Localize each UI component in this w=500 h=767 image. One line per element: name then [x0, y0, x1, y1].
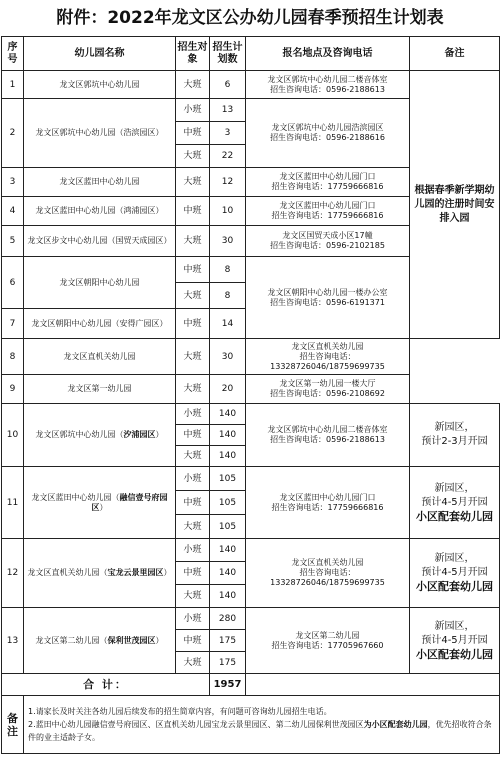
row-grade: 小班 [176, 404, 210, 425]
row-contact [246, 197, 410, 226]
row-grade: 中班 [176, 257, 210, 283]
row-grade: 大班 [176, 446, 210, 467]
contact-address: 龙文区蓝田中心幼儿园门口 [279, 492, 376, 502]
table-header-row [2, 37, 500, 71]
row-contact [246, 404, 410, 467]
row-kindergarten-name: 龙文区郭坑中心幼儿园（浩滨园区） [24, 99, 176, 168]
row-seq: 1 [2, 71, 24, 99]
row-grade: 大班 [176, 375, 210, 404]
contact-address: 龙文区直机关幼儿园 [291, 558, 364, 567]
header-plan: 招生计划数 [210, 37, 246, 71]
row-grade: 大班 [176, 226, 210, 257]
row-grade: 小班 [176, 539, 210, 562]
row-plan: 105 [210, 491, 246, 515]
row-plan: 30 [210, 226, 246, 257]
total-row [2, 674, 500, 696]
row-seq: 12 [2, 539, 24, 608]
contact-address: 龙文区郭坑中心幼儿园二楼音体室 [267, 425, 388, 434]
page-title: 附件：2022年龙文区公办幼儿园春季预招生计划表 [56, 8, 444, 28]
row-seq: 6 [2, 257, 24, 309]
row-plan: 12 [210, 168, 246, 197]
row-kindergarten-name: 龙文区郭坑中心幼儿园 [24, 71, 176, 99]
contact-phone: 招生咨询电话：17759666816 [271, 211, 384, 220]
row-seq: 2 [2, 99, 24, 168]
header-addr: 报名地点及咨询电话 [246, 37, 410, 71]
row-grade: 中班 [176, 630, 210, 652]
contact-phone: 招生咨询电话：0596-2102185 [270, 241, 385, 250]
contact-address: 龙文区直机关幼儿园 [291, 341, 364, 351]
row-contact [246, 99, 410, 168]
row-grade: 大班 [176, 168, 210, 197]
row-grade: 大班 [176, 515, 210, 539]
row-plan: 140 [210, 585, 246, 608]
row-remark: 新园区， 预计4-5月开园 小区配套幼儿园 [410, 467, 500, 539]
row-grade: 中班 [176, 197, 210, 226]
row-plan: 105 [210, 467, 246, 491]
row-kindergarten-name: 龙文区步文中心幼儿园（国贸天成园区） [24, 226, 176, 257]
contact-address: 龙文区蓝田中心幼儿园门口 [279, 201, 376, 210]
contact-phone-numbers: 13328726046/18759699735 [270, 361, 385, 371]
row-contact [246, 375, 410, 404]
row-grade: 中班 [176, 491, 210, 515]
row-plan: 14 [210, 309, 246, 339]
row-contact [246, 608, 410, 674]
row-seq: 3 [2, 168, 24, 197]
row-kindergarten-name: 龙文区朝阳中心幼儿园 [24, 257, 176, 309]
contact-address: 龙文区第一幼儿园一楼大厅 [279, 379, 376, 388]
row-kindergarten-name: 龙文区直机关幼儿园（宝龙云景里园区） [24, 539, 176, 608]
row-remark: 新园区， 预计4-5月开园 小区配套幼儿园 [410, 608, 500, 674]
contact-phone: 招生咨询电话：0596-2108692 [270, 389, 385, 398]
row-seq: 4 [2, 197, 24, 226]
row-grade: 大班 [176, 71, 210, 99]
contact-phone: 招生咨询电话：0596-2188616 [270, 133, 385, 142]
row-seq: 5 [2, 226, 24, 257]
row-plan: 8 [210, 257, 246, 283]
row-contact [246, 257, 410, 339]
row-grade: 大班 [176, 652, 210, 674]
table-row [2, 375, 500, 404]
row-grade: 大班 [176, 283, 210, 309]
row-contact [246, 539, 410, 608]
table-row [2, 71, 500, 99]
row-kindergarten-name: 龙文区第一幼儿园 [24, 375, 176, 404]
row-grade: 中班 [176, 122, 210, 145]
contact-phone: 招生咨询电话： [299, 351, 356, 361]
table-row [2, 404, 500, 425]
contact-phone: 招生咨询电话：17759666816 [271, 502, 384, 512]
row-plan: 280 [210, 608, 246, 630]
row-grade: 大班 [176, 145, 210, 168]
enrollment-table [1, 36, 500, 754]
contact-phone: 招生咨询电话：17759666816 [271, 182, 384, 191]
table-row [2, 467, 500, 491]
row-grade: 小班 [176, 467, 210, 491]
row-seq: 13 [2, 608, 24, 674]
row-kindergarten-name: 龙文区蓝田中心幼儿园（鸿浦园区） [24, 197, 176, 226]
header-seq: 序号 [2, 37, 24, 71]
row-plan: 105 [210, 515, 246, 539]
row-remark: 新园区， 预计4-5月开园 小区配套幼儿园 [410, 539, 500, 608]
row-plan: 6 [210, 71, 246, 99]
note-line-1: 1.请家长及时关注各幼儿园后续发布的招生简章内容，有问题可咨询幼儿园招生电话。 [28, 707, 332, 716]
contact-address: 龙文区蓝田中心幼儿园门口 [279, 172, 376, 181]
row-seq: 9 [2, 375, 24, 404]
row-plan: 3 [210, 122, 246, 145]
contact-address: 龙文区国贸天成小区17幢 [282, 231, 373, 240]
row-plan: 30 [210, 339, 246, 375]
contact-address: 龙文区第二幼儿园 [295, 630, 360, 640]
contact-phone: 招生咨询电话： [299, 568, 356, 577]
total-empty [246, 674, 500, 696]
note-line-2: 2.蓝田中心幼儿园融信壹号府园区、区直机关幼儿园宝龙云景里园区、第二幼儿园保利世茂园区为小区配套幼儿园，优先招收符合条件的业主适龄子女。 [28, 720, 492, 742]
contact-address: 龙文区郭坑中心幼儿园二楼音体室 [267, 74, 388, 84]
row-grade: 中班 [176, 562, 210, 585]
shared-remark: 根据春季新学期幼儿园的注册时间安排入园 [410, 71, 500, 339]
header-name: 幼儿园名称 [24, 37, 176, 71]
table-row [2, 339, 500, 375]
row-seq: 11 [2, 467, 24, 539]
row-remark: 新园区， 预计2-3月开园 [410, 404, 500, 467]
row-grade: 中班 [176, 309, 210, 339]
row-plan: 140 [210, 539, 246, 562]
table-row [2, 539, 500, 562]
row-contact [246, 168, 410, 197]
row-contact [246, 226, 410, 257]
row-kindergarten-name: 龙文区蓝田中心幼儿园（融信壹号府园区） [24, 467, 176, 539]
row-kindergarten-name: 龙文区直机关幼儿园 [24, 339, 176, 375]
row-seq: 7 [2, 309, 24, 339]
row-plan: 10 [210, 197, 246, 226]
row-plan: 22 [210, 145, 246, 168]
row-plan: 140 [210, 404, 246, 425]
row-kindergarten-name: 龙文区郭坑中心幼儿园（汐浦园区） [24, 404, 176, 467]
row-seq: 10 [2, 404, 24, 467]
notes-label: 备注 [2, 696, 24, 754]
notes-content [24, 696, 500, 754]
total-label: 合 计： [2, 674, 210, 696]
contact-address: 龙文区郭坑中心幼儿园浩滨园区 [271, 123, 384, 132]
row-contact [246, 71, 410, 99]
row-seq: 8 [2, 339, 24, 375]
row-plan: 140 [210, 446, 246, 467]
table-row [2, 608, 500, 630]
contact-phone: 招生咨询电话：0596-2188613 [270, 84, 385, 94]
row-grade: 中班 [176, 425, 210, 446]
row-grade: 小班 [176, 99, 210, 122]
row-contact [246, 467, 410, 539]
notes-row [2, 696, 500, 754]
contact-phone: 招生咨询电话：0596-6191371 [270, 297, 385, 307]
contact-phone: 招生咨询电话：0596-2188613 [270, 435, 385, 444]
row-plan: 13 [210, 99, 246, 122]
row-plan: 140 [210, 562, 246, 585]
row-contact [246, 339, 410, 375]
row-grade: 小班 [176, 608, 210, 630]
row-kindergarten-name: 龙文区第二幼儿园（保利世茂园区） [24, 608, 176, 674]
contact-address: 龙文区朝阳中心幼儿园一楼办公室 [267, 287, 388, 297]
contact-phone: 招生咨询电话：17705967660 [271, 640, 384, 650]
row-plan: 8 [210, 283, 246, 309]
row-kindergarten-name: 龙文区朝阳中心幼儿园（安得广园区） [24, 309, 176, 339]
row-plan: 175 [210, 630, 246, 652]
row-grade: 大班 [176, 585, 210, 608]
total-value: 1957 [210, 674, 246, 696]
header-remark: 备注 [410, 37, 500, 71]
row-plan: 175 [210, 652, 246, 674]
row-kindergarten-name: 龙文区蓝田中心幼儿园 [24, 168, 176, 197]
row-plan: 140 [210, 425, 246, 446]
header-grade: 招生对象 [176, 37, 210, 71]
contact-phone-numbers: 13328726046/18759699735 [270, 578, 385, 587]
row-grade: 大班 [176, 339, 210, 375]
row-plan: 20 [210, 375, 246, 404]
